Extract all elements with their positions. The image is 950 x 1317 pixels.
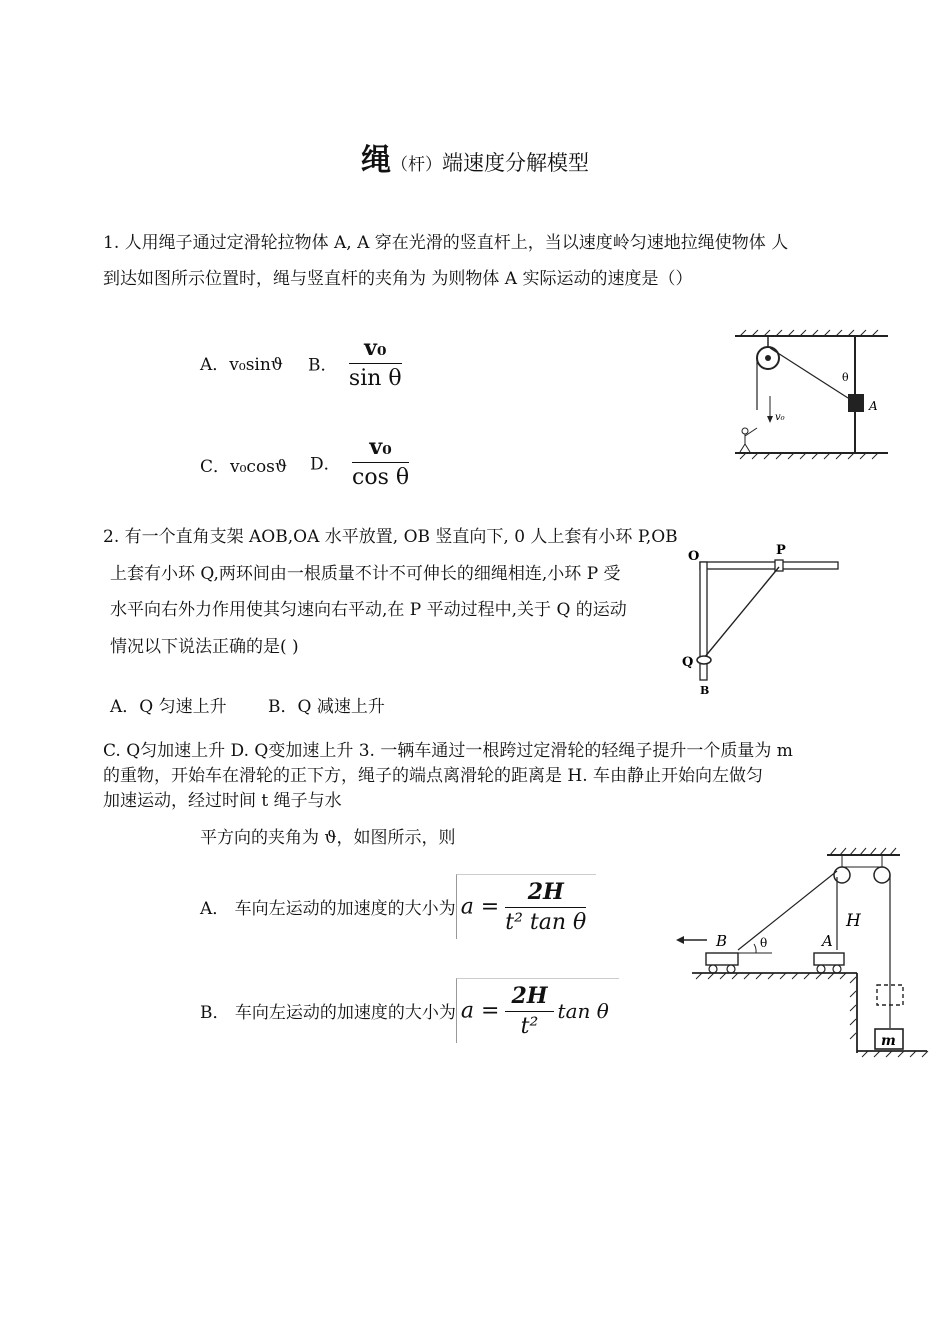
- q2-fig-b: B: [700, 684, 710, 697]
- q1-option-d-den: cos θ: [352, 465, 410, 490]
- q3-truck-figure: [672, 843, 932, 1068]
- q1-option-d-label: D．: [310, 454, 341, 475]
- q2-fig-p: P: [776, 543, 786, 558]
- q1-option-a: A．v₀sinϑ: [200, 355, 283, 375]
- q3-fig-m: m: [881, 1033, 896, 1049]
- q3-option-b-fraction: [505, 983, 553, 1039]
- q3-line1: C. Q匀加速上升 D. Q变加速上升 3. 一辆车通过一根跨过定滑轮的轻绳子提升一个质量为 m: [103, 741, 793, 761]
- q3-line3: 加速运动，经过时间 t 绳子与水: [103, 791, 342, 811]
- q3-fig-h: H: [846, 911, 861, 931]
- q3-option-a-num: 2H: [505, 879, 586, 908]
- q3-option-a-den: t² tan θ: [505, 910, 587, 935]
- q2-option-a: A．Q 匀速上升: [110, 697, 227, 717]
- q1-line1: 1. 人用绳子通过定滑轮拉物体 A, A 穿在光滑的竖直杆上，当以速度岭匀速地拉绳使物体 人: [103, 233, 789, 253]
- page-title: [0, 135, 950, 179]
- block-a: [848, 394, 864, 412]
- q1-option-b-label: B．: [308, 355, 338, 376]
- title-big: 绳: [361, 143, 391, 178]
- q1-option-c: C．v₀cosϑ: [200, 457, 288, 477]
- q3-option-a-formula: [456, 874, 597, 939]
- q3-option-b: [200, 978, 619, 1043]
- title-rest: 端速度分解模型: [442, 151, 589, 175]
- q2-line4: 情况以下说法正确的是( ): [110, 637, 299, 657]
- q1-fig-label-a: A: [869, 399, 878, 413]
- q3-option-a-text: A． 车向左运动的加速度的大小为: [200, 899, 456, 919]
- truck-b: [706, 953, 738, 965]
- q1-option-b-den: sin θ: [348, 366, 402, 391]
- q3-fig-b: B: [716, 932, 728, 950]
- q3-option-a-lhs: a =: [460, 894, 500, 920]
- q2-option-b: B．Q 减速上升: [268, 697, 385, 717]
- q3-option-b-formula: [456, 978, 619, 1043]
- q3-fig-theta: θ: [760, 936, 768, 950]
- q1-fig-v0: v₀: [775, 412, 785, 423]
- q1-option-b: [308, 335, 402, 391]
- q3-line2: 的重物，开始车在滑轮的正下方，绳子的端点离滑轮的距离是 H. 车由静止开始向左做匀: [103, 766, 764, 786]
- pulley-right-icon: [874, 867, 890, 883]
- q1-option-d-fraction: [352, 434, 409, 490]
- q1-option-b-num: v₀: [349, 335, 402, 364]
- q2-line3: 水平向右外力作用使其匀速向右平动,在 P 平动过程中,关于 Q 的运动: [110, 600, 627, 620]
- q3-option-a-fraction: [505, 879, 586, 935]
- q1-line2: 到达如图所示位置时，绳与竖直杆的夹角为 为则物体 A 实际运动的速度是（）: [103, 269, 693, 289]
- q3-option-b-tail: tan θ: [557, 999, 609, 1023]
- person-icon: [742, 428, 748, 434]
- q3-line4: 平方向的夹角为 ϑ，如图所示，则: [200, 828, 456, 848]
- ring-q: [697, 656, 711, 664]
- q2-bracket-figure: [678, 540, 843, 700]
- arrow-left-icon: [676, 936, 684, 944]
- q3-option-a: [200, 874, 596, 939]
- q1-pulley-figure: [730, 328, 895, 468]
- q1-option-d: [310, 434, 409, 490]
- title-small: （杆）: [391, 155, 442, 175]
- q2-line1: 2. 有一个直角支架 AOB,OA 水平放置, OB 竖直向下, 0 人上套有小环 P,OB: [103, 527, 678, 547]
- q2-fig-q: Q: [682, 655, 694, 670]
- q3-option-b-num: 2H: [505, 983, 553, 1012]
- q3-fig-a: A: [822, 932, 833, 950]
- q1-fig-theta: θ: [842, 371, 849, 384]
- q2-line2: 上套有小环 Q,两环间由一根质量不计不可伸长的细绳相连,小环 P 受: [110, 564, 621, 584]
- q3-option-b-lhs: a =: [460, 998, 500, 1024]
- q2-fig-o: O: [688, 549, 700, 564]
- q1-option-d-num: v₀: [352, 434, 409, 463]
- q3-option-b-den: t²: [520, 1014, 539, 1039]
- truck-a: [814, 953, 844, 965]
- q1-option-b-fraction: [349, 335, 402, 391]
- q3-option-b-text: B． 车向左运动的加速度的大小为: [200, 1003, 456, 1023]
